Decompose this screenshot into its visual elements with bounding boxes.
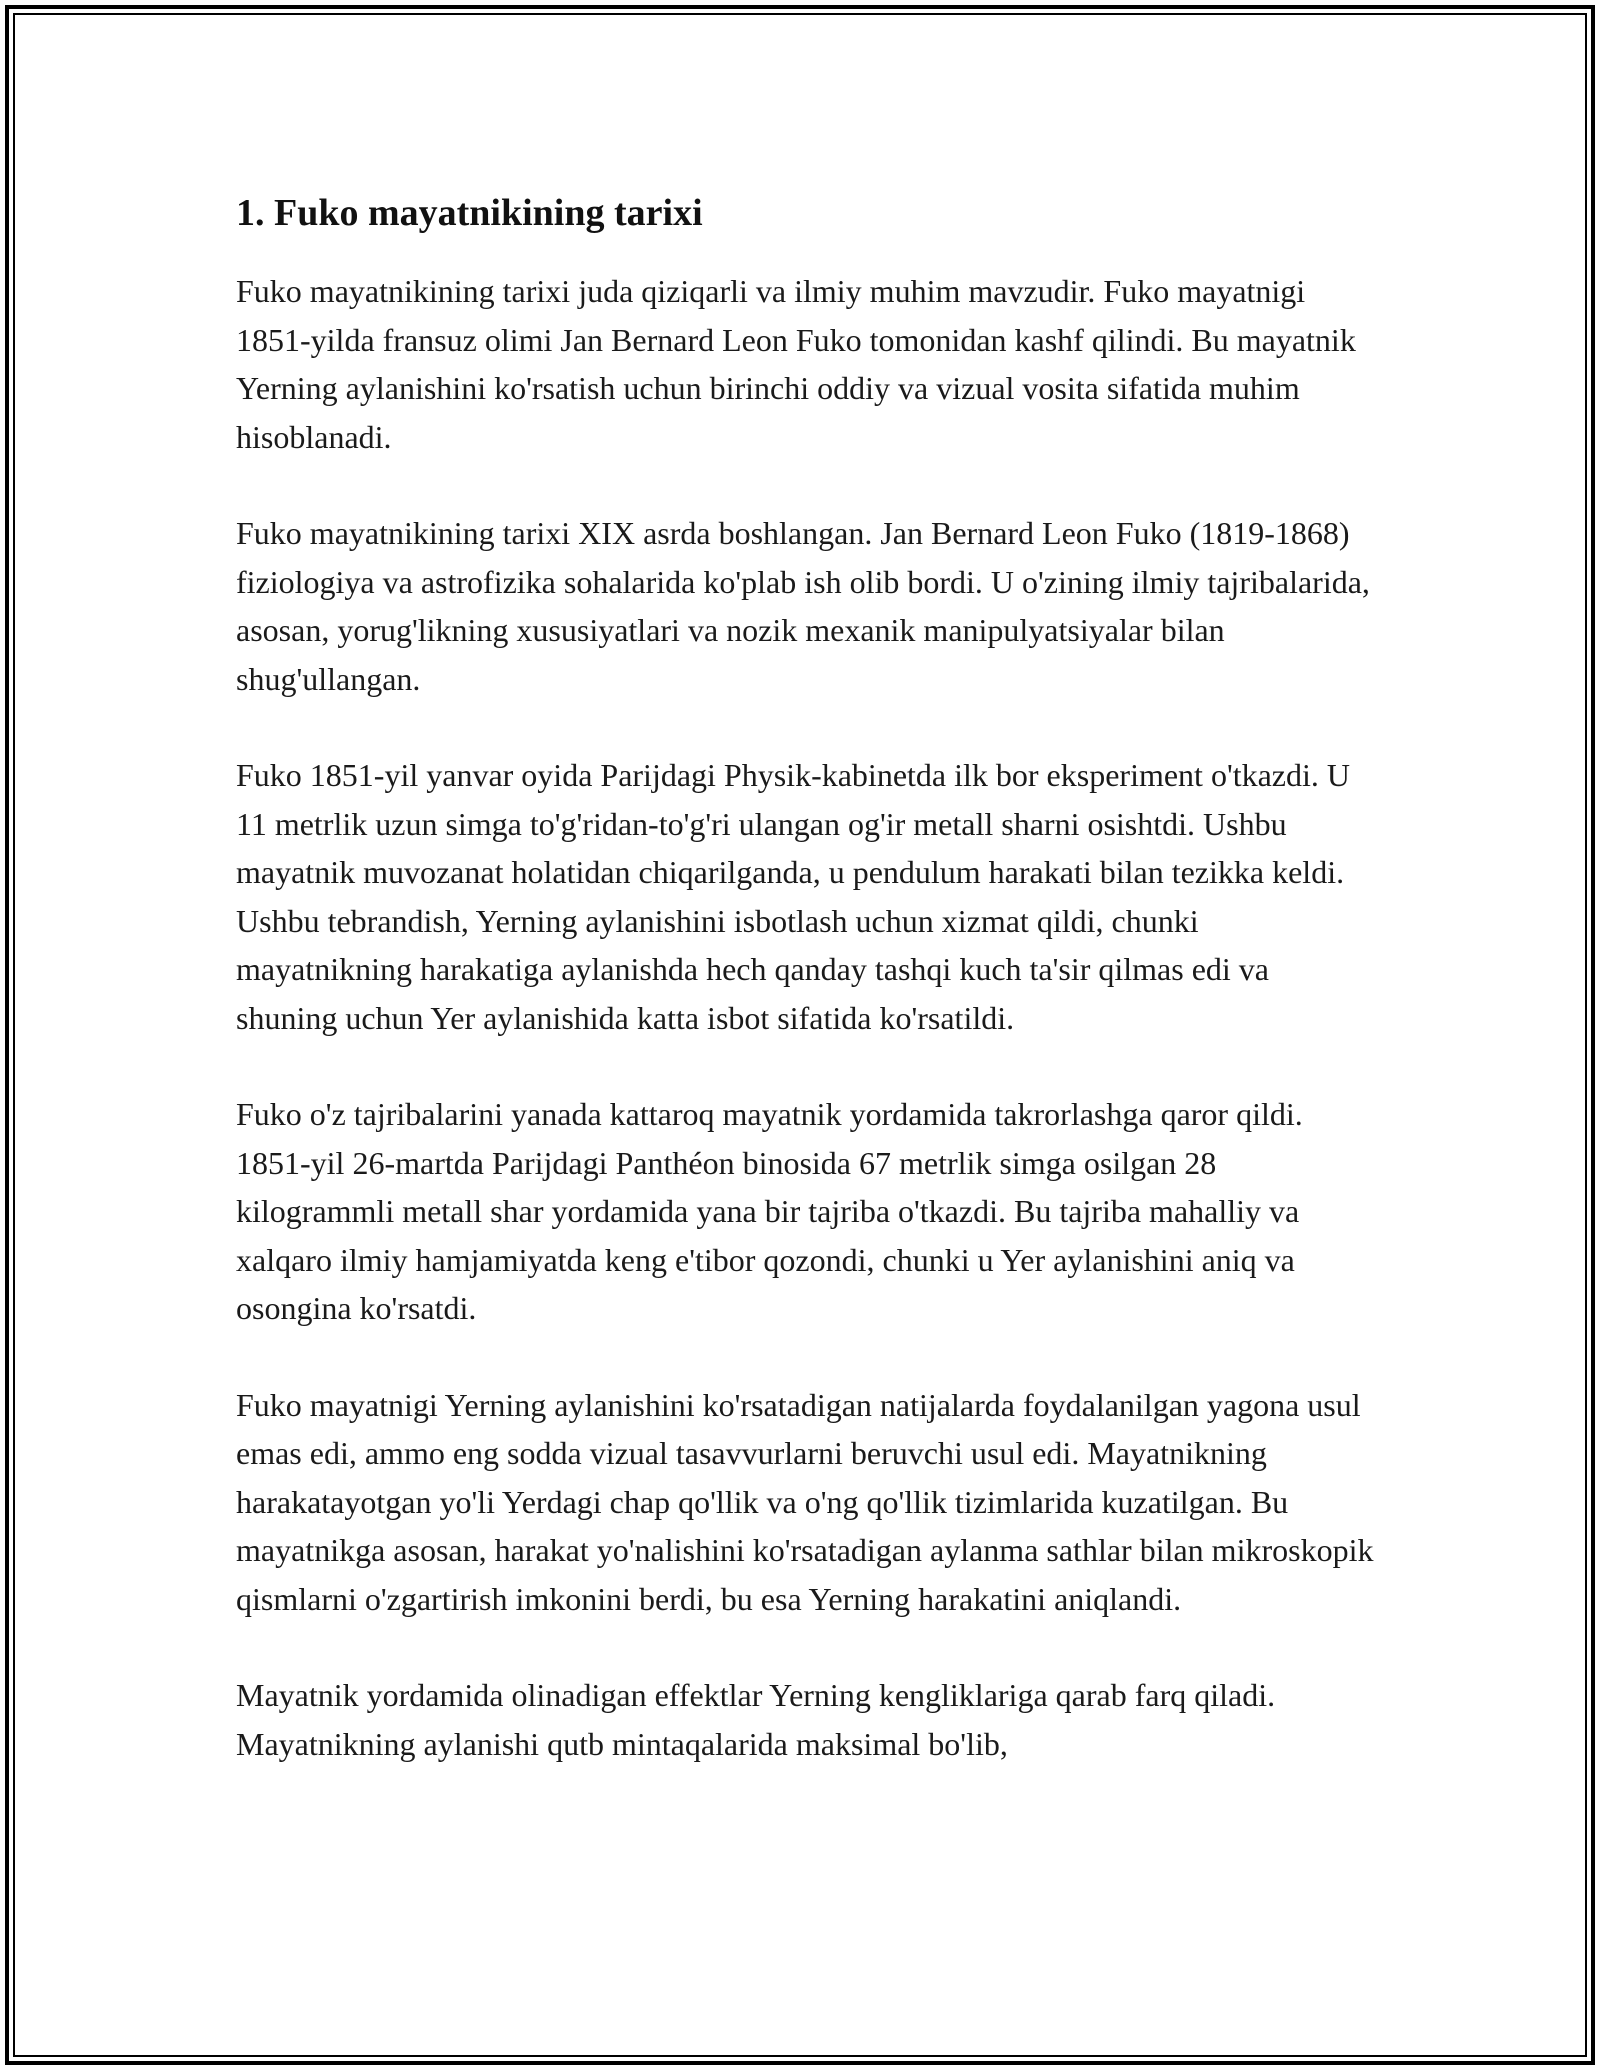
paragraph-2: Fuko mayatnikining tarixi XIX asrda boshlangan. Jan Bernard Leon Fuko (1819-1868) fiziologiya va astrofizika sohalarida ko'plab ish olib bordi. U o'zining ilmiy tajribalarida, asosan, yorug'likning xususiyatlari va nozik mexanik manipulyatsiyalar bilan shug'ullangan. bbox=[236, 515, 1370, 697]
paragraph-1: Fuko mayatnikining tarixi juda qiziqarli va ilmiy muhim mavzudir. Fuko mayatnigi 1851-yilda fransuz olimi Jan Bernard Leon Fuko tomonidan kashf qilindi. Bu mayatnik Yerning aylanishini ko'rsatish uchun birinchi oddiy va vizual vosita sifatida muhim hisoblanadi. bbox=[236, 273, 1356, 455]
section-heading: 1. Fuko mayatnikining tarixi bbox=[236, 192, 703, 234]
paragraph-3: Fuko 1851-yil yanvar oyida Parijdagi Physik-kabinetda ilk bor eksperiment o'tkazdi. U 11 metrlik uzun simga to'g'ridan-to'g'ri ulangan og'ir metall sharni osishtdi. Ushbu mayatnik muvozanat holatidan chiqarilganda, u pendulum harakati bilan tezikka keldi. Ushbu tebrandish, Yerning aylanishini isbotlash uchun xizmat qildi, chunki mayatnikning harakatiga aylanishda hech qanday tashqi kuch ta'sir qilmas edi va shuning uchun Yer aylanishida katta isbot sifatida ko'rsatildi. bbox=[236, 757, 1350, 1036]
document-body bbox=[236, 185, 1376, 1816]
paragraph-5: Fuko mayatnigi Yerning aylanishini ko'rsatadigan natijalarda foydalanilgan yagona usul emas edi, ammo eng sodda vizual tasavvurlarni beruvchi usul edi. Mayatnikning harakatayotgan yo'li Yerdagi chap qo'llik va o'ng qo'llik tizimlarida kuzatilgan. Bu mayatnikga asosan, harakat yo'nalishini ko'rsatadigan aylanma sathlar bilan mikroskopik qismlarni o'zgartirish imkonini berdi, bu esa Yerning harakatini aniqlandi. bbox=[236, 1386, 1374, 1617]
paragraph-6: Mayatnik yordamida olinadigan effektlar Yerning kengliklariga qarab farq qiladi. Mayatnikning aylanishi qutb mintaqalarida maksimal bo'lib, bbox=[236, 1677, 1276, 1762]
paragraph-4: Fuko o'z tajribalarini yanada kattaroq mayatnik yordamida takrorlashga qaror qildi. 1851-yil 26-martda Parijdagi Panthéon binosida 67 metrlik simga osilgan 28 kilogrammli metall shar yordamida yana bir tajriba o'tkazdi. Bu tajriba mahalliy va xalqaro ilmiy hamjamiyatda keng e'tibor qozondi, chunki u Yer aylanishini aniq va osongina ko'rsatdi. bbox=[236, 1096, 1303, 1326]
